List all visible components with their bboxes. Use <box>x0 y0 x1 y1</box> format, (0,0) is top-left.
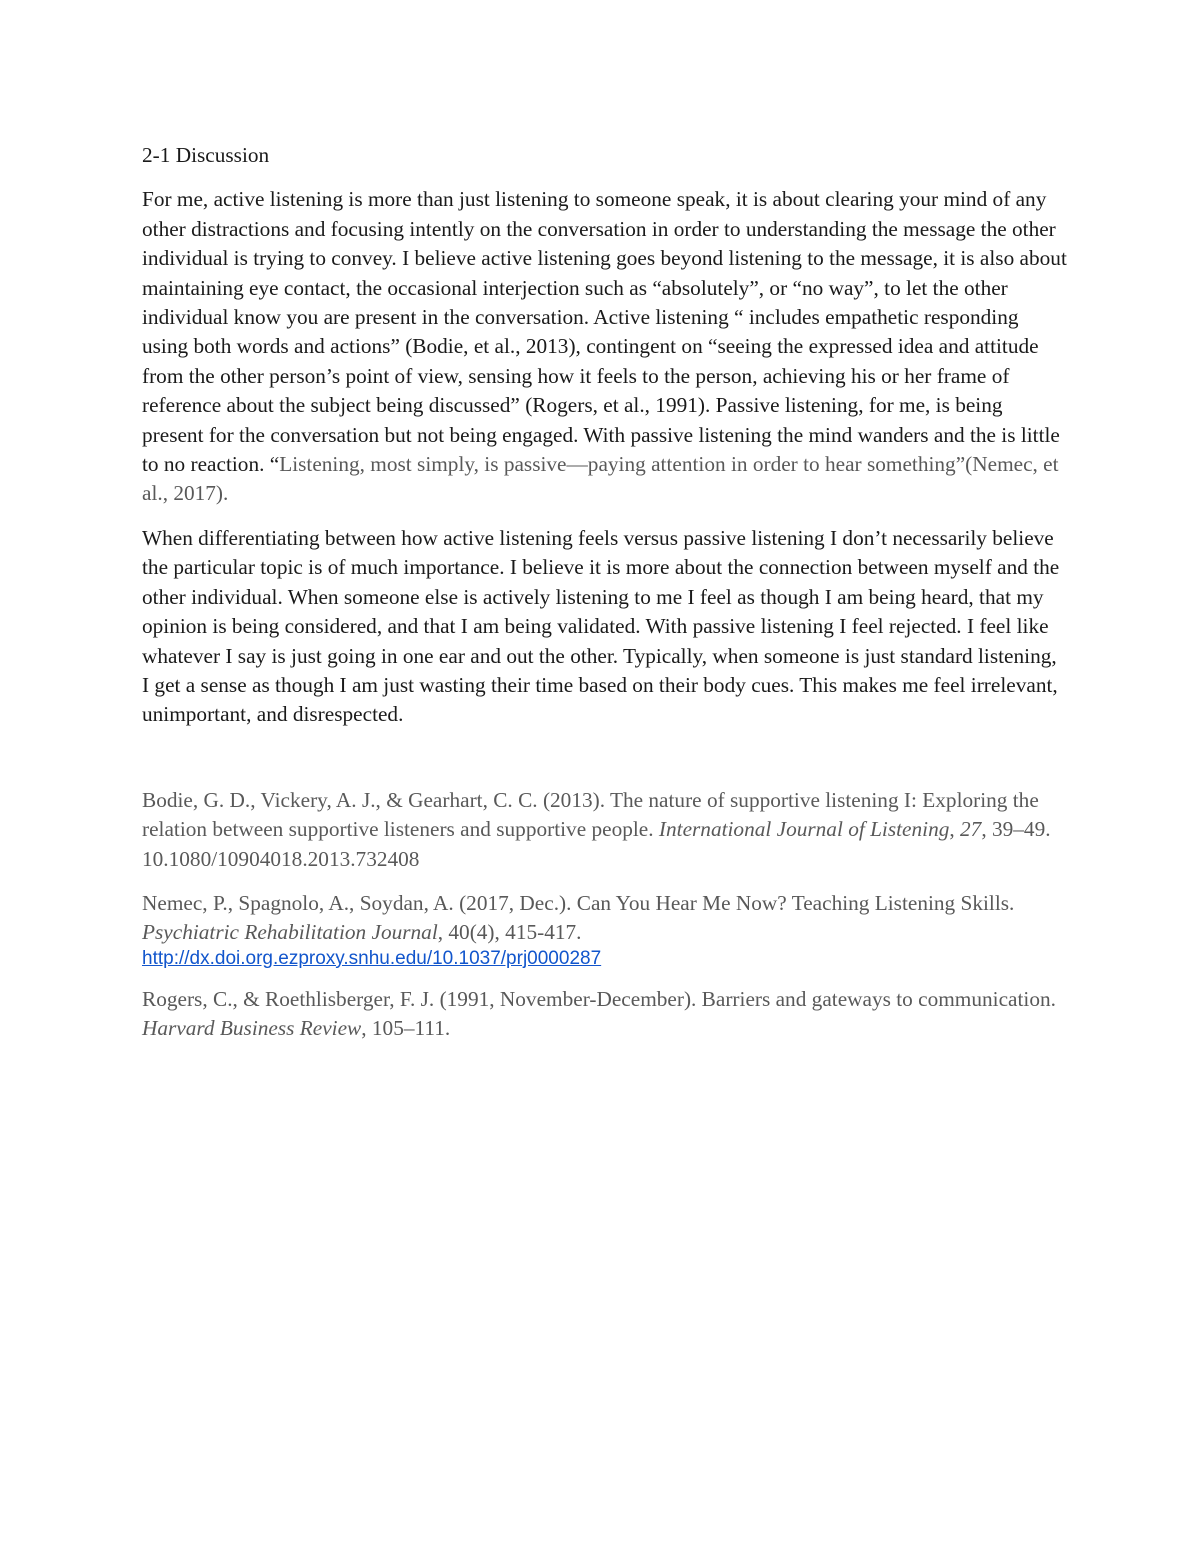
reference-journal: Harvard Business Review <box>142 1016 362 1041</box>
doi-link[interactable]: http://dx.doi.org.ezproxy.snhu.edu/10.1037/prj0000287 <box>142 947 602 969</box>
paragraph1-main-text: For me, active listening is more than just listening to someone speak, it is about clearing your mind of any other distractions and focusing intently on the conversation in order to understanding the message the other individual is trying to convey. I believe active listening goes beyond listening to the message, it is also about maintaining eye contact, the occasional interjection such as “absolutely”, or “no way”, to let the other individual know you are present in the conversation. Active listening “ includes empathetic responding using both words and actions” (Bodie, et al., 2013), contingent on “seeing the expressed idea and attitude from the other person’s point of view, sensing how it feels to the person, achieving his or her frame of reference about the subject being discussed” (Rogers, et al., 1991). Passive listening, for me, is being present for the conversation but not being engaged. With passive listening the mind wanders and the is little to no reaction. “ <box>142 187 1067 477</box>
references-list <box>142 786 1067 1044</box>
paragraph1-quote: Listening, most simply, is passive—paying attention in order to hear something <box>279 452 956 477</box>
reference-text: Bodie, G. D., Vickery, A. J., & Gearhart, C. C. (2013). The nature of supportive listening I: Exploring the relation between supportive listeners and supportive people. <box>142 787 1039 842</box>
reference-pages: , 40(4), 415-417. <box>437 920 582 945</box>
reference-text: Rogers, C., & Roethlisberger, F. J. (1991, November-December). Barriers and gateways to communication. <box>142 986 1056 1011</box>
reference-volume: 27 <box>960 817 982 842</box>
paragraph-active-vs-passive <box>142 185 1067 508</box>
reference-journal: Psychiatric Rehabilitation Journal <box>142 920 438 945</box>
reference-pages: , 39–49. 10.1080/10904018.2013.732408 <box>142 817 1051 871</box>
paragraph1-citation: ”(Nemec, et al., 2017). <box>142 452 1059 506</box>
reference-rogers <box>142 985 1067 1044</box>
document-body <box>142 141 1067 1059</box>
reference-separator: , <box>949 817 961 842</box>
paragraph-how-it-feels: When differentiating between how active listening feels versus passive listening I don’t necessarily believe the particular topic is of much importance. I believe it is more about the connection between myself and the other individual. When someone else is actively listening to me I feel as though I am being heard, that my opinion is being considered, and that I am being validated. With passive listening I feel rejected. I feel like whatever I say is just going in one ear and out the other. Typically, when someone is just standard listening, I get a sense as though I am just wasting their time based on their body cues. This makes me feel irrelevant, unimportant, and disrespected. <box>142 525 1060 727</box>
reference-pages: , 105–111. <box>361 1016 451 1041</box>
reference-text: Nemec, P., Spagnolo, A., Soydan, A. (2017, Dec.). Can You Hear Me Now? Teaching Listening Skills. <box>142 890 1015 915</box>
document-title: 2-1 Discussion <box>142 143 270 167</box>
reference-bodie <box>142 786 1067 874</box>
reference-journal: International Journal of Listening <box>658 817 950 842</box>
reference-nemec <box>142 889 1067 970</box>
